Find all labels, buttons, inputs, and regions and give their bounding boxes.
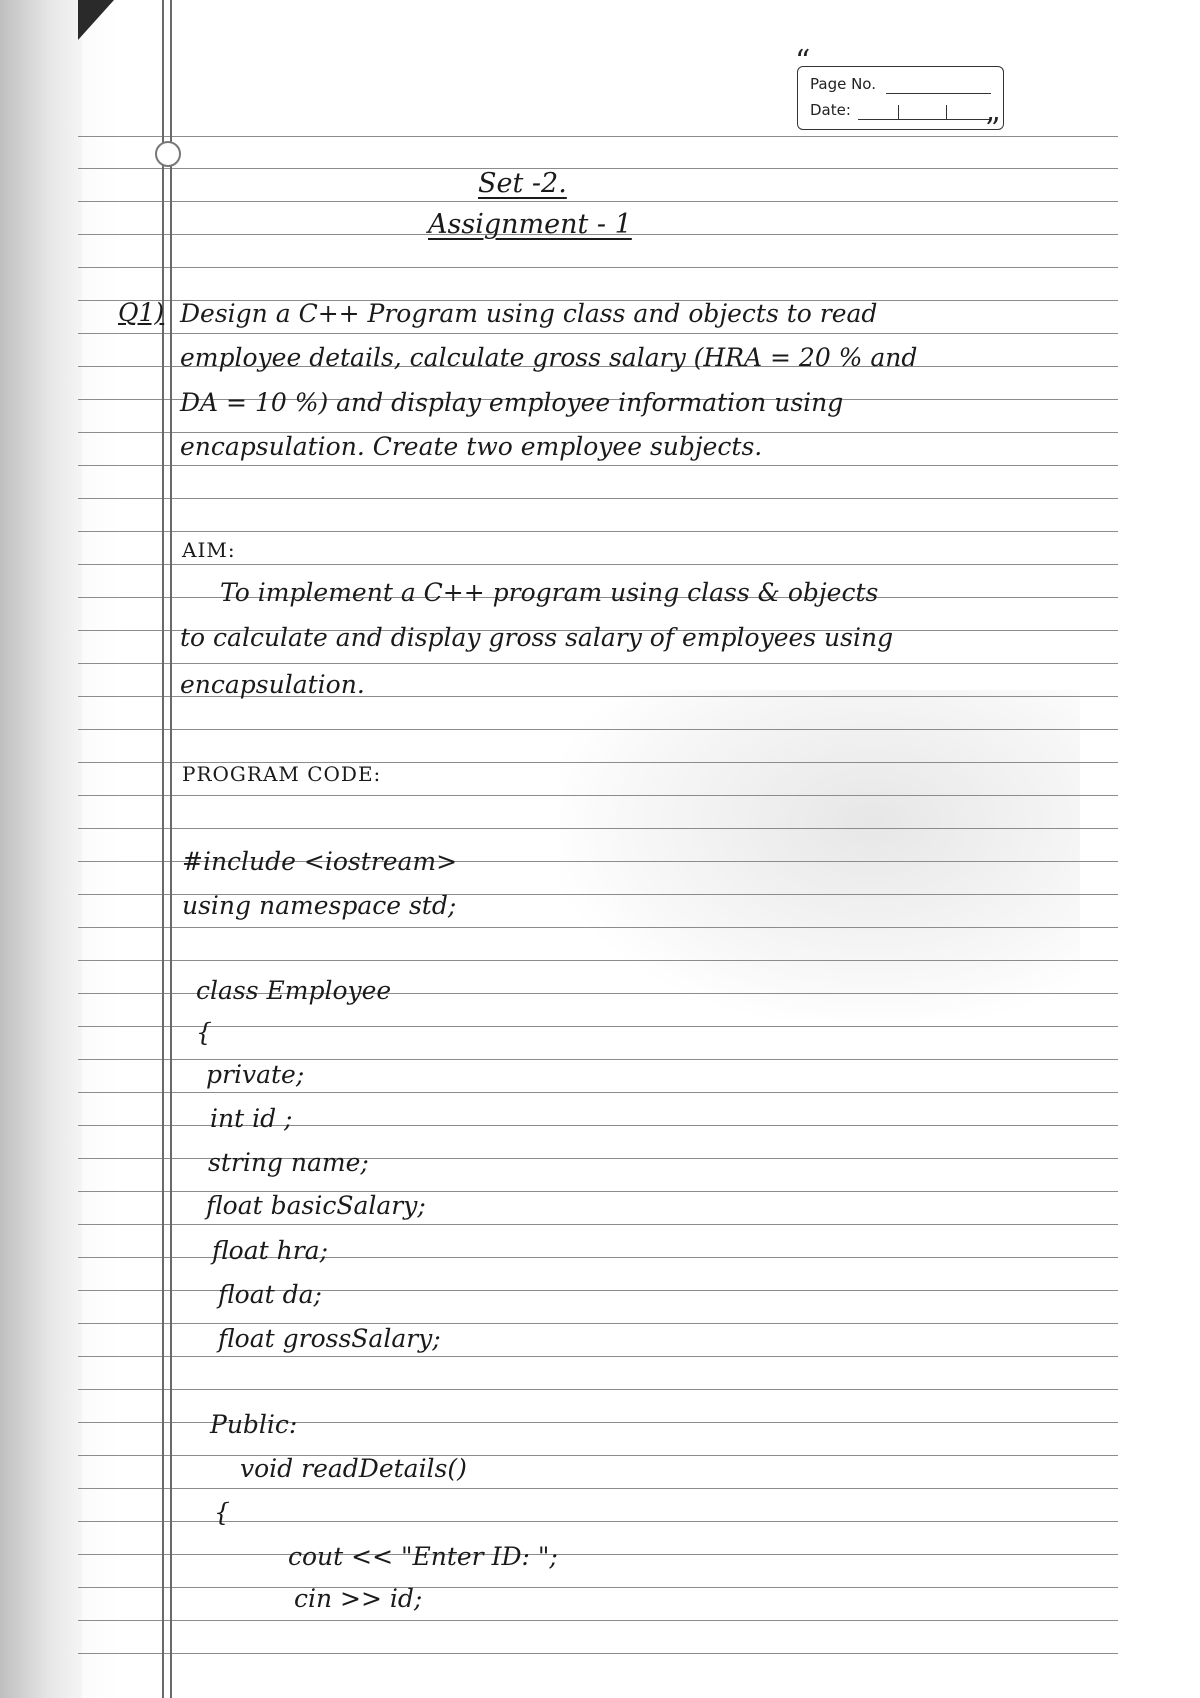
ruled-line (78, 201, 1118, 202)
page-date-box (797, 66, 1004, 130)
ruled-line (78, 465, 1118, 466)
ruled-line (78, 564, 1118, 565)
code-line: cin >> id; (294, 1584, 423, 1613)
question-line: DA = 10 %) and display employee information using (180, 388, 844, 417)
assignment-heading: Assignment - 1 (428, 209, 632, 240)
ink-bleed-through (560, 690, 1080, 1020)
aim-line: to calculate and display gross salary of employees using (180, 623, 894, 652)
code-line: private; (206, 1060, 305, 1089)
date-tick (946, 105, 947, 119)
ruled-line (78, 168, 1118, 169)
ruled-line (78, 1521, 1118, 1522)
code-line: class Employee (196, 976, 392, 1005)
ruled-line (78, 136, 1118, 137)
ruled-line (78, 1653, 1118, 1654)
code-line: Public: (210, 1410, 298, 1439)
page-no-line (886, 93, 991, 94)
aim-line: encapsulation. (180, 670, 365, 699)
ruled-line (78, 531, 1118, 532)
ruled-line (78, 1224, 1118, 1225)
code-line: float da; (218, 1280, 322, 1309)
code-line: float grossSalary; (218, 1324, 441, 1353)
ruled-line (78, 927, 1118, 928)
program-label: PROGRAM CODE: (182, 762, 382, 786)
page-no-label: Page No. (810, 75, 876, 93)
ruled-line (78, 1620, 1118, 1621)
ruled-line (78, 960, 1118, 961)
code-line: void readDetails() (240, 1454, 467, 1483)
code-line: { (214, 1498, 230, 1527)
aim-line: To implement a C++ program using class & objects (220, 578, 879, 607)
code-line: #include <iostream> (182, 847, 458, 876)
code-line: float basicSalary; (206, 1191, 426, 1220)
ruled-line (78, 729, 1118, 730)
ruled-line (78, 1026, 1118, 1027)
ruled-line (78, 1488, 1118, 1489)
quote-open-icon: “ (795, 44, 811, 79)
ruled-line (78, 498, 1118, 499)
ruled-line (78, 1455, 1118, 1456)
date-line (858, 119, 991, 120)
date-label: Date: (810, 101, 851, 119)
code-line: cout << "Enter ID: "; (288, 1542, 558, 1571)
question-line: encapsulation. Create two employee subjects. (180, 432, 763, 461)
ruled-line (78, 1092, 1118, 1093)
question-number: Q1) (118, 298, 165, 327)
date-tick (898, 105, 899, 119)
ruled-line (78, 1554, 1118, 1555)
scan-edge-shadow (0, 0, 82, 1698)
question-line: employee details, calculate gross salary (HRA = 20 % and (180, 343, 918, 372)
margin-line (170, 0, 172, 1698)
ruled-line (78, 1587, 1118, 1588)
question-line: Design a C++ Program using class and objects to read (180, 299, 878, 328)
ruled-line (78, 795, 1118, 796)
margin-line (162, 0, 164, 1698)
aim-label: AIM: (182, 538, 236, 562)
ruled-line (78, 1389, 1118, 1390)
code-line: float hra; (212, 1236, 329, 1265)
set-heading: Set -2. (478, 168, 567, 199)
scan-corner (78, 0, 114, 40)
quote-close-icon: ” (985, 112, 1001, 147)
binder-ring-icon (155, 141, 181, 167)
ruled-line (78, 333, 1118, 334)
ruled-line (78, 828, 1118, 829)
code-line: { (196, 1018, 212, 1047)
code-line: using namespace std; (182, 891, 457, 920)
ruled-line (78, 1356, 1118, 1357)
code-line: int id ; (210, 1104, 293, 1133)
ruled-line (78, 267, 1118, 268)
code-line: string name; (208, 1148, 369, 1177)
ruled-line (78, 663, 1118, 664)
